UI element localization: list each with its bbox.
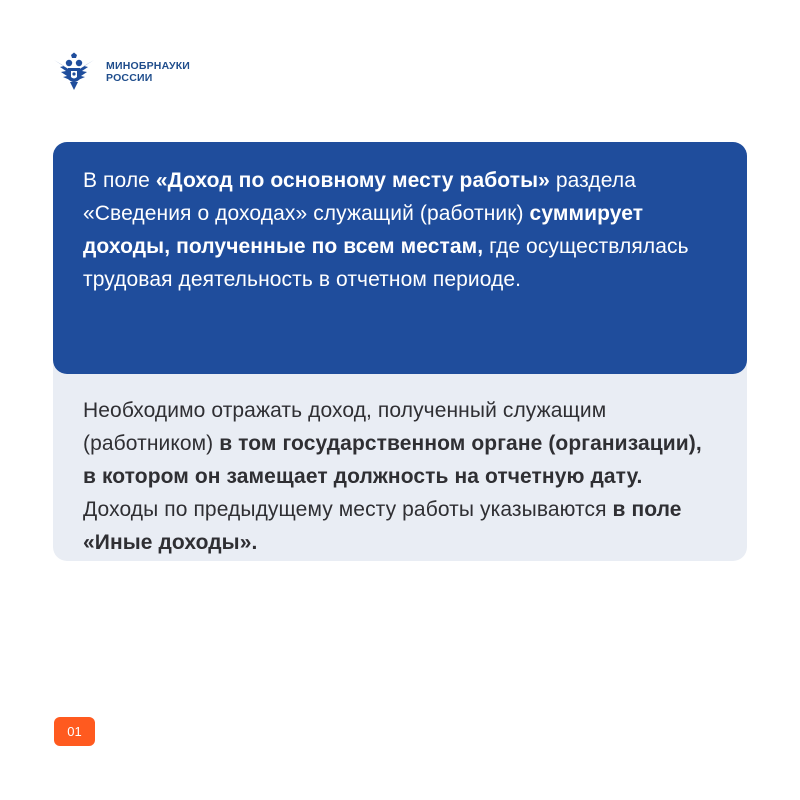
logo-line-1: МИНОБРНАУКИ xyxy=(106,60,191,72)
card-top-seg5: где осуществлялась трудовая деятельность в отчетном периоде. xyxy=(83,235,689,291)
card-top-seg4: суммирует доходы, полученные по всем местам, xyxy=(83,202,644,258)
card-bottom-text xyxy=(83,394,717,559)
page-number-badge: 01 xyxy=(54,717,95,746)
card-bottom-seg4: в поле «Иные доходы». xyxy=(83,498,682,554)
card-top-seg2: «Доход по основному месту работы» xyxy=(155,169,550,192)
card-bottom-seg1: Необходимо отражать доход, полученный служащим (работником) xyxy=(83,399,607,455)
logo-line-2: РОССИИ xyxy=(106,72,153,84)
card-top-seg3: раздела «Сведения о доходах» служащий (работник) xyxy=(83,169,636,225)
logo-text xyxy=(106,60,190,84)
card-bottom-seg3: Доходы по предыдущему месту работы указываются xyxy=(83,498,613,521)
card-bottom-seg2: в том государственном органе (организации), в котором он замещает должность на отчетную дату. xyxy=(83,432,702,488)
eagle-emblem-icon xyxy=(52,52,96,92)
info-card-top xyxy=(53,142,747,374)
card-top-text xyxy=(83,164,717,296)
card-top-seg1: В поле xyxy=(83,169,156,192)
info-card-bottom xyxy=(53,350,747,561)
ministry-logo xyxy=(52,52,190,92)
